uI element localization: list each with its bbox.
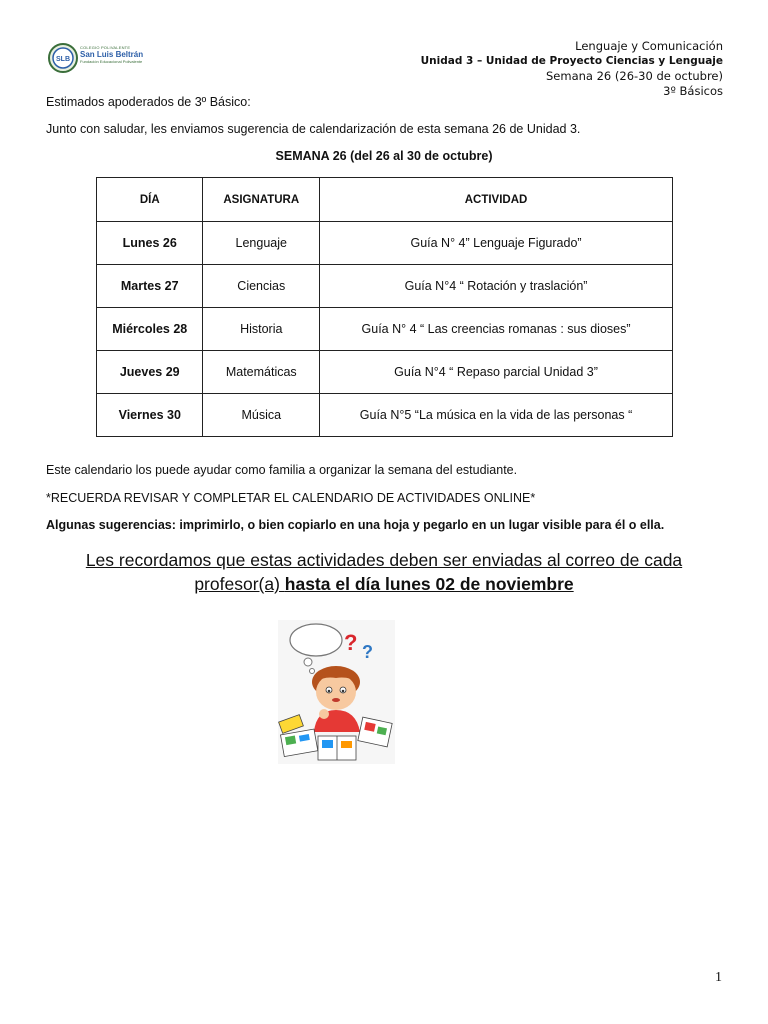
unit-title: Unidad 3 – Unidad de Proyecto Ciencias y Lenguaje — [420, 55, 723, 67]
document-header — [421, 39, 723, 99]
table-header-row — [97, 178, 673, 222]
cell-dia: Miércoles 28 — [97, 308, 203, 351]
table-row — [97, 265, 673, 308]
logo-line-2: San Luis Beltrán — [80, 50, 144, 59]
subject-name: Lenguaje y Comunicación — [575, 39, 723, 53]
svg-text:?: ? — [362, 642, 373, 662]
table-row — [97, 222, 673, 265]
school-crest-icon — [47, 42, 79, 74]
school-logo — [47, 42, 144, 74]
level-label: 3º Básicos — [663, 84, 723, 98]
note-online-reminder: *RECUERDA REVISAR Y COMPLETAR EL CALENDARIO DE ACTIVIDADES ONLINE* — [46, 491, 536, 505]
table-row — [97, 308, 673, 351]
cell-actividad: Guía N°5 “La música en la vida de las personas “ — [320, 394, 673, 437]
table-row — [97, 394, 673, 437]
reminder-deadline-date: hasta el día lunes 02 de noviembre — [284, 574, 574, 594]
note-suggestions: Algunas sugerencias: imprimirlo, o bien copiarlo en una hoja y pegarlo en un lugar visible para él o ella. — [46, 518, 665, 532]
cell-asignatura: Historia — [203, 308, 320, 351]
cell-asignatura: Ciencias — [203, 265, 320, 308]
cell-asignatura: Música — [203, 394, 320, 437]
cell-actividad: Guía N°4 “ Repaso parcial Unidad 3” — [320, 351, 673, 394]
page-number: 1 — [715, 970, 722, 985]
thinking-child-illustration — [278, 620, 395, 764]
thinking-child-icon — [278, 620, 395, 764]
logo-line-3: Fundación Educacional Polivalente — [80, 59, 143, 64]
cell-actividad: Guía N°4 “ Rotación y traslación” — [320, 265, 673, 308]
reminder-line-2 — [0, 572, 768, 596]
note-calendar-help: Este calendario los puede ayudar como familia a organizar la semana del estudiante. — [46, 463, 518, 477]
reminder-line-2-plain: profesor(a) — [194, 574, 285, 594]
deadline-reminder — [0, 548, 768, 596]
cell-dia: Viernes 30 — [97, 394, 203, 437]
table-title: SEMANA 26 (del 26 al 30 de octubre) — [275, 149, 493, 163]
weekly-schedule-table — [96, 177, 673, 437]
cell-asignatura: Matemáticas — [203, 351, 320, 394]
cell-actividad: Guía N° 4 “ Las creencias romanas : sus dioses” — [320, 308, 673, 351]
intro-paragraph: Junto con saludar, les enviamos sugerencia de calendarización de esta semana 26 de Unidad 3. — [46, 122, 581, 136]
column-header-actividad: ACTIVIDAD — [320, 178, 673, 222]
cell-asignatura: Lenguaje — [203, 222, 320, 265]
table-row — [97, 351, 673, 394]
cell-dia: Jueves 29 — [97, 351, 203, 394]
logo-line-1: COLEGIO POLIVALENTE — [80, 45, 131, 50]
reminder-line-1: Les recordamos que estas actividades deben ser enviadas al correo de cada — [85, 550, 683, 570]
cell-dia: Lunes 26 — [97, 222, 203, 265]
cell-dia: Martes 27 — [97, 265, 203, 308]
cell-actividad: Guía N° 4” Lenguaje Figurado” — [320, 222, 673, 265]
greeting: Estimados apoderados de 3º Básico: — [46, 95, 251, 109]
column-header-dia: DÍA — [97, 178, 203, 222]
week-label: Semana 26 (26-30 de octubre) — [546, 69, 723, 83]
svg-text:SLB: SLB — [56, 56, 70, 63]
column-header-asignatura: ASIGNATURA — [203, 178, 320, 222]
svg-text:?: ? — [344, 630, 358, 655]
